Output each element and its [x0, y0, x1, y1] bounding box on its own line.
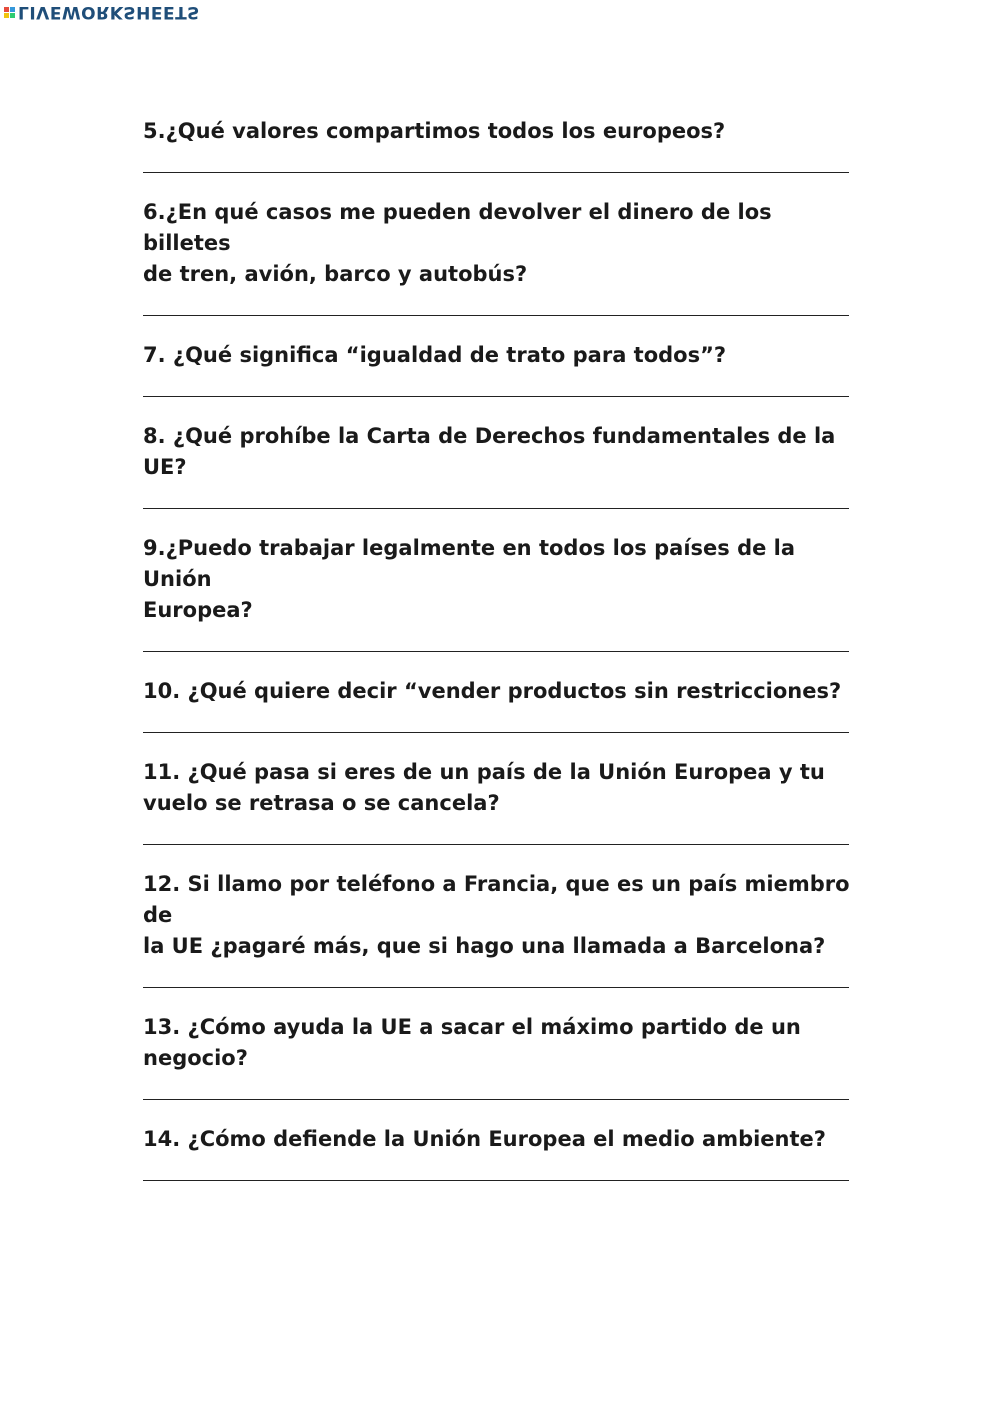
question-list	[143, 116, 855, 1205]
question-text: 13. ¿Cómo ayuda la UE a sacar el máximo partido de un negocio?	[143, 1015, 801, 1070]
answer-line[interactable]	[143, 396, 849, 397]
answer-line[interactable]	[143, 987, 849, 988]
question-text: 5.¿Qué valores compartimos todos los europeos?	[143, 119, 726, 143]
logo-squares-icon	[4, 7, 15, 18]
question-text: 14. ¿Cómo defiende la Unión Europea el medio ambiente?	[143, 1127, 826, 1151]
answer-line[interactable]	[143, 1180, 849, 1181]
answer-line[interactable]	[143, 508, 849, 509]
question-item	[143, 1124, 855, 1181]
question-item	[143, 340, 855, 397]
answer-line[interactable]	[143, 844, 849, 845]
question-text: 6.¿En qué casos me pueden devolver el dinero de los billetes de tren, avión, barco y autobús?	[143, 200, 779, 286]
question-item	[143, 116, 855, 173]
question-item	[143, 757, 855, 845]
logo-text: LIVEWORKSHEETS	[18, 2, 200, 22]
answer-line[interactable]	[143, 315, 849, 316]
question-item	[143, 533, 855, 652]
question-text: 12. Si llamo por teléfono a Francia, que es un país miembro de la UE ¿pagaré más, que si hago una llamada a Barcelona?	[143, 872, 857, 958]
answer-line[interactable]	[143, 172, 849, 173]
question-text: 10. ¿Qué quiere decir “vender productos sin restricciones?	[143, 679, 842, 703]
question-item	[143, 421, 855, 509]
question-item	[143, 869, 855, 988]
question-text: 8. ¿Qué prohíbe la Carta de Derechos fundamentales de la UE?	[143, 424, 836, 479]
question-item	[143, 197, 855, 316]
question-text: 11. ¿Qué pasa si eres de un país de la Unión Europea y tu vuelo se retrasa o se cancela?	[143, 760, 825, 815]
question-text: 9.¿Puedo trabajar legalmente en todos los países de la Unión Europea?	[143, 536, 803, 622]
question-item	[143, 1012, 855, 1100]
question-text: 7. ¿Qué significa “igualdad de trato para todos”?	[143, 343, 727, 367]
answer-line[interactable]	[143, 732, 849, 733]
question-item	[143, 676, 855, 733]
answer-line[interactable]	[143, 651, 849, 652]
liveworksheets-logo	[4, 2, 200, 22]
answer-line[interactable]	[143, 1099, 849, 1100]
